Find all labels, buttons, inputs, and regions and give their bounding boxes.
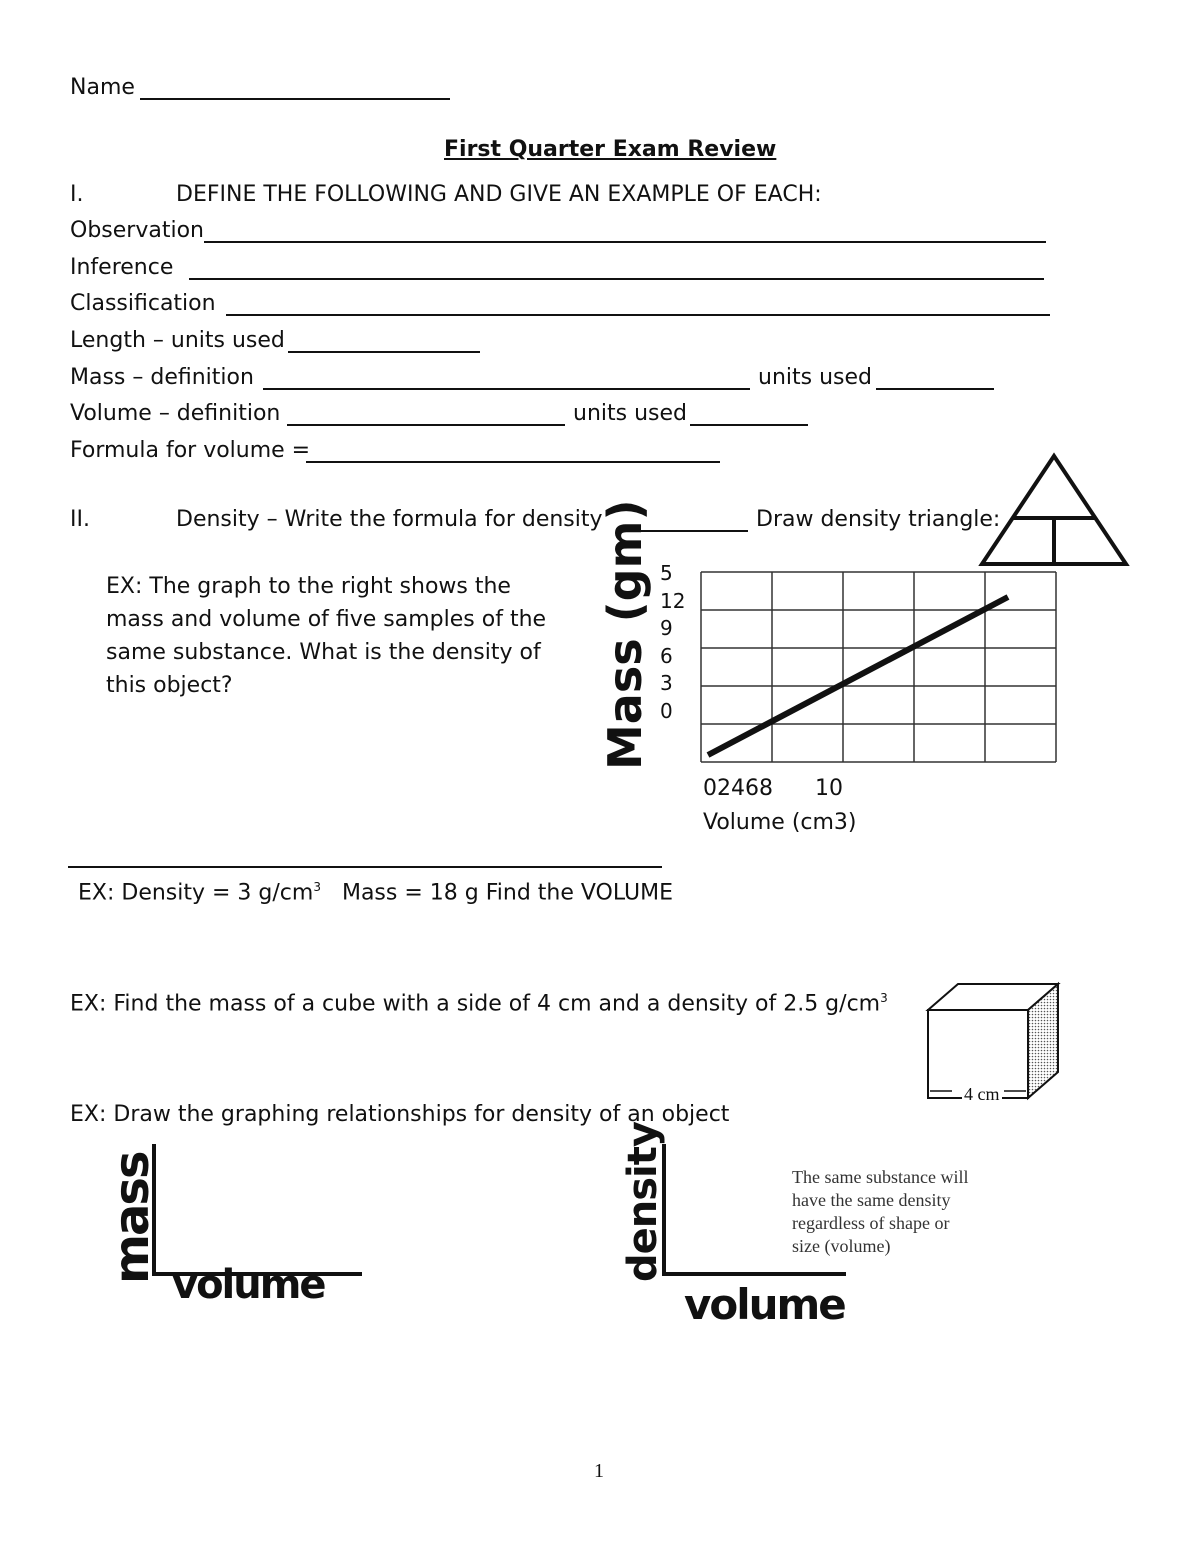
volume-units-field[interactable] (690, 424, 808, 426)
chart-y-axis-label: Mass (gm) (598, 499, 652, 770)
page-title: First Quarter Exam Review (444, 137, 777, 162)
x-tick: 02468 (703, 776, 773, 801)
classification-label: Classification (70, 291, 216, 316)
length-units-field[interactable] (288, 351, 480, 353)
ex2-prefix: EX: Density = 3 g/cm (78, 880, 314, 906)
ex2-sup: 3 (313, 880, 321, 894)
y-tick: 12 (660, 588, 686, 613)
ex1-line-2: mass and volume of five samples of the (106, 607, 547, 632)
y-tick: 3 (660, 671, 673, 695)
ex3-sup: 3 (880, 991, 888, 1005)
volume-definition-field[interactable] (287, 424, 565, 426)
cube-side-label: 4 cm (964, 1084, 1000, 1104)
note-line: regardless of shape or (792, 1213, 950, 1233)
mass-units-label: units used (758, 365, 872, 390)
graph2-y-label: density (620, 1122, 666, 1282)
y-tick: 0 (660, 698, 673, 723)
section-2-numeral: II. (70, 507, 90, 532)
ex2-text (78, 880, 673, 905)
mass-volume-chart (700, 571, 1057, 763)
section-1-numeral: I. (70, 182, 84, 207)
chart-y-ticks (660, 560, 685, 725)
name-label: Name (70, 75, 135, 100)
graph1-y-label: mass (104, 1152, 160, 1284)
ex4-text: EX: Draw the graphing relationships for density of an object (70, 1102, 730, 1127)
section-1-heading: DEFINE THE FOLLOWING AND GIVE AN EXAMPLE OF EACH: (176, 182, 822, 207)
density-triangle[interactable] (978, 452, 1130, 568)
observation-label: Observation (70, 218, 204, 243)
density-note (792, 1166, 968, 1258)
mass-label: Mass – definition (70, 365, 254, 390)
observation-field[interactable] (204, 241, 1046, 243)
ex1-line-1: EX: The graph to the right shows the (106, 574, 511, 599)
volume-label: Volume – definition (70, 401, 281, 426)
inference-label: Inference (70, 255, 174, 280)
y-tick: 6 (660, 643, 673, 668)
ex3-text (70, 991, 888, 1016)
y-tick: 9 (660, 616, 673, 640)
note-line: have the same density (792, 1190, 951, 1210)
page-number: 1 (594, 1460, 604, 1482)
y-tick: 5 (660, 561, 673, 585)
name-field[interactable] (140, 98, 450, 100)
note-line: size (volume) (792, 1236, 891, 1256)
mass-definition-field[interactable] (263, 388, 750, 390)
ex3-prefix: EX: Find the mass of a cube with a side of 4 cm and a density of 2.5 g/cm (70, 991, 881, 1017)
volume-units-label: units used (573, 401, 687, 426)
ex1-line-4: this object? (106, 673, 233, 698)
x-tick: 10 (815, 776, 843, 801)
triangle-label: Draw density triangle: (756, 507, 1001, 532)
classification-field[interactable] (226, 314, 1050, 316)
inference-field[interactable] (189, 278, 1044, 280)
formula-field[interactable] (306, 461, 720, 463)
length-label: Length – units used (70, 328, 285, 353)
graph1-axes[interactable] (150, 1144, 365, 1278)
graph2-x-label: volume (684, 1280, 845, 1329)
formula-label: Formula for volume = (70, 438, 311, 463)
section-2-heading: Density – Write the formula for density (176, 507, 603, 532)
graph1-x-label: volume (172, 1262, 325, 1308)
mass-units-field[interactable] (876, 388, 994, 390)
note-line: The same substance will (792, 1167, 969, 1187)
chart-x-axis-label: Volume (cm3) (703, 810, 857, 835)
ex1-answer-line[interactable] (68, 866, 662, 868)
ex2-suffix: Mass = 18 g Find the VOLUME (341, 880, 674, 906)
ex1-line-3: same substance. What is the density of (106, 640, 541, 665)
chart-series-line (708, 597, 1008, 755)
